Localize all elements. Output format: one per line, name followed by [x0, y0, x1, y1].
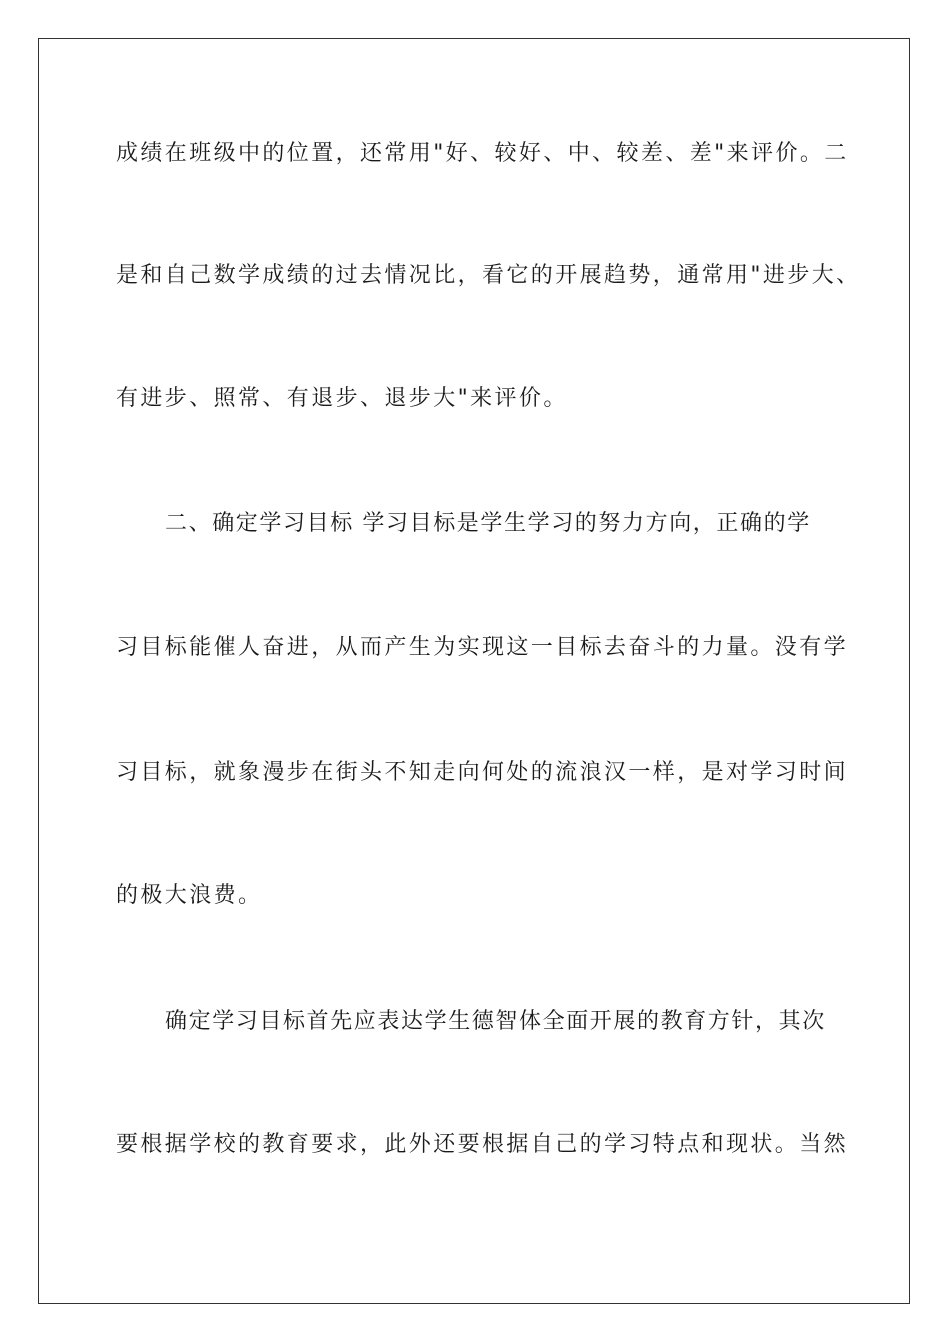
text-line-2: 是和自己数学成绩的过去情况比，看它的开展趋势，通常用"进步大、 — [116, 263, 861, 288]
text-line-1: 成绩在班级中的位置，还常用"好、较好、中、较差、差"来评价。二 — [116, 141, 849, 166]
text-line-9: 要根据学校的教育要求，此外还要根据自己的学习特点和现状。当然 — [116, 1132, 849, 1157]
text-line-4-heading: 二、确定学习目标 学习目标是学生学习的努力方向，正确的学 — [165, 511, 811, 536]
text-line-8: 确定学习目标首先应表达学生德智体全面开展的教育方针，其次 — [165, 1009, 826, 1034]
text-line-3: 有进步、照常、有退步、退步大"来评价。 — [116, 386, 568, 411]
page-border — [38, 38, 910, 1304]
text-line-5: 习目标能催人奋进，从而产生为实现这一目标去奋斗的力量。没有学 — [116, 635, 849, 660]
text-line-6: 习目标，就象漫步在街头不知走向何处的流浪汉一样，是对学习时间 — [116, 760, 849, 785]
text-line-7: 的极大浪费。 — [116, 883, 263, 908]
